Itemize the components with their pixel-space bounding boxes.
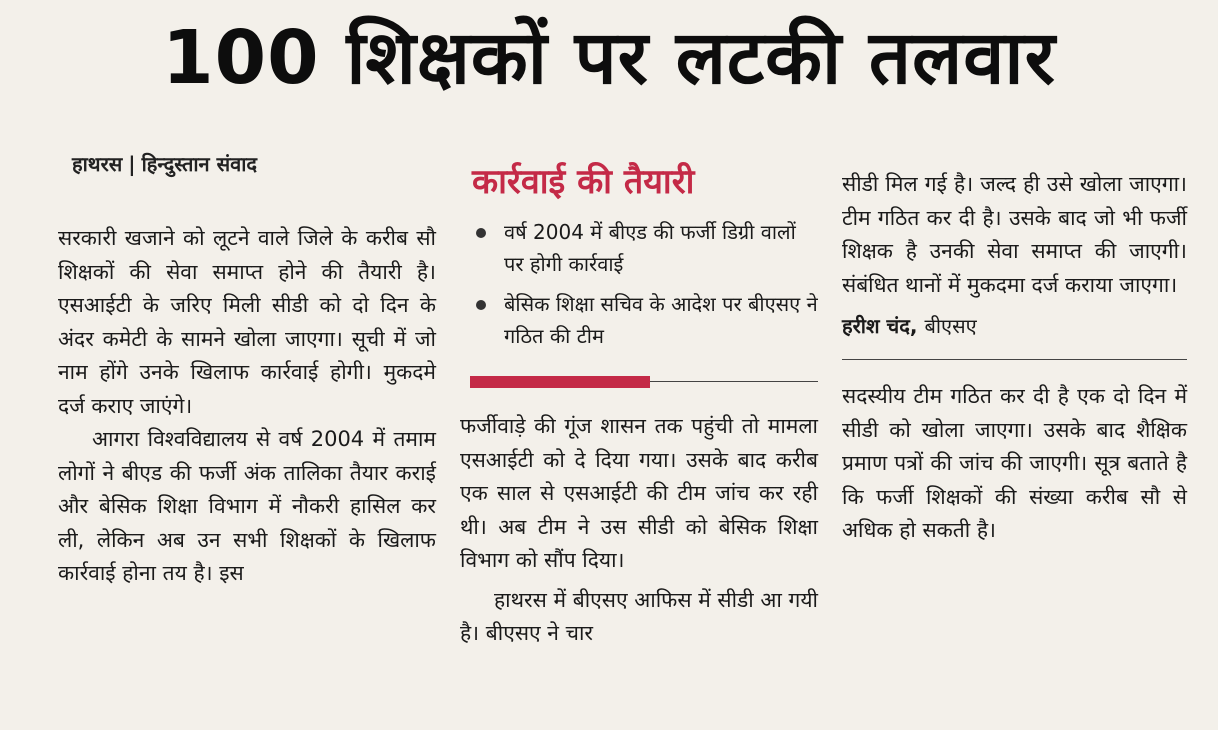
middle-column: [460, 150, 818, 651]
left-paragraph-2: आगरा विश्वविद्यालय से वर्ष 2004 में तमाम लोगों ने बीएड की फर्जी अंक तालिका तैयार कराई और बेसिक शिक्षा विभाग में नौकरी हासिल कर ली, लेकिन अब उन सभी शिक्षकों के खिलाफ कार्रवाई होना तय है। इस: [58, 427, 436, 585]
bullet-item: [460, 288, 818, 352]
divider-accent-bar: [470, 376, 650, 388]
signature-role: बीएसए: [924, 314, 977, 338]
right-divider: [842, 359, 1187, 360]
byline-separator: |: [128, 152, 136, 176]
byline-source: हिन्दुस्तान संवाद: [141, 152, 258, 176]
bullet-icon: [476, 300, 486, 310]
bullet-item: [460, 216, 818, 280]
right-paragraph: सदस्यीय टीम गठित कर दी है एक दो दिन में सीडी को खोला जाएगा। उसके बाद शैक्षिक प्रमाण पत्रों की जांच की जाएगी। सूत्र बताते है कि फर्जी शिक्षकों की संख्या करीब सौ से अधिक हो सकती है।: [842, 384, 1187, 542]
bullet-text: वर्ष 2004 में बीएड की फर्जी डिग्री वालों पर होगी कार्रवाई: [504, 220, 796, 277]
byline-place: हाथरस: [72, 152, 123, 176]
right-column: [842, 168, 1187, 548]
section-divider: [460, 370, 818, 392]
left-paragraph-1: सरकारी खजाने को लूटने वाले जिले के करीब सौ शिक्षकों की सेवा समाप्त होने की तैयारी है। एसआईटी के जरिए मिली सीडी को दो दिन के अंदर कमेटी के सामने खोला जाएगा। सूची में जो नाम होंगे उनके खिलाफ कार्रवाई होगी। मुकदमे दर्ज कराए जाएंगे।: [58, 226, 436, 418]
byline: [72, 150, 257, 177]
middle-paragraph-1: फर्जीवाड़े की गूंज शासन तक पहुंची तो मामला एसआईटी को दे दिया गया। उसके बाद करीब एक साल से एसआईटी की टीम जांच कर रही थी। अब टीम ने उस सीडी को बेसिक शिक्षा विभाग को सौंप दिया।: [460, 414, 818, 573]
signature: [842, 312, 1187, 339]
headline: 100 शिक्षकों पर लटकी तलवार: [162, 15, 1056, 101]
divider-rule: [650, 381, 818, 382]
box-heading: कार्रवाई की तैयारी: [472, 162, 695, 202]
middle-paragraph-2: हाथरस में बीएसए आफिस में सीडी आ गयी है। बीएसए ने चार: [460, 587, 818, 646]
bullet-text: बेसिक शिक्षा सचिव के आदेश पर बीएसए ने गठित की टीम: [504, 292, 818, 349]
bullet-list: [460, 216, 818, 352]
quote-text: सीडी मिल गई है। जल्द ही उसे खोला जाएगा। टीम गठित कर दी है। उसके बाद जो भी फर्जी शिक्षक है उनकी सेवा समाप्त की जाएगी। संबंधित थानों में मुकदमा दर्ज कराया जाएगा।: [842, 172, 1187, 297]
left-column: [58, 222, 436, 591]
signature-name: हरीश चंद,: [842, 314, 918, 338]
bullet-icon: [476, 228, 486, 238]
